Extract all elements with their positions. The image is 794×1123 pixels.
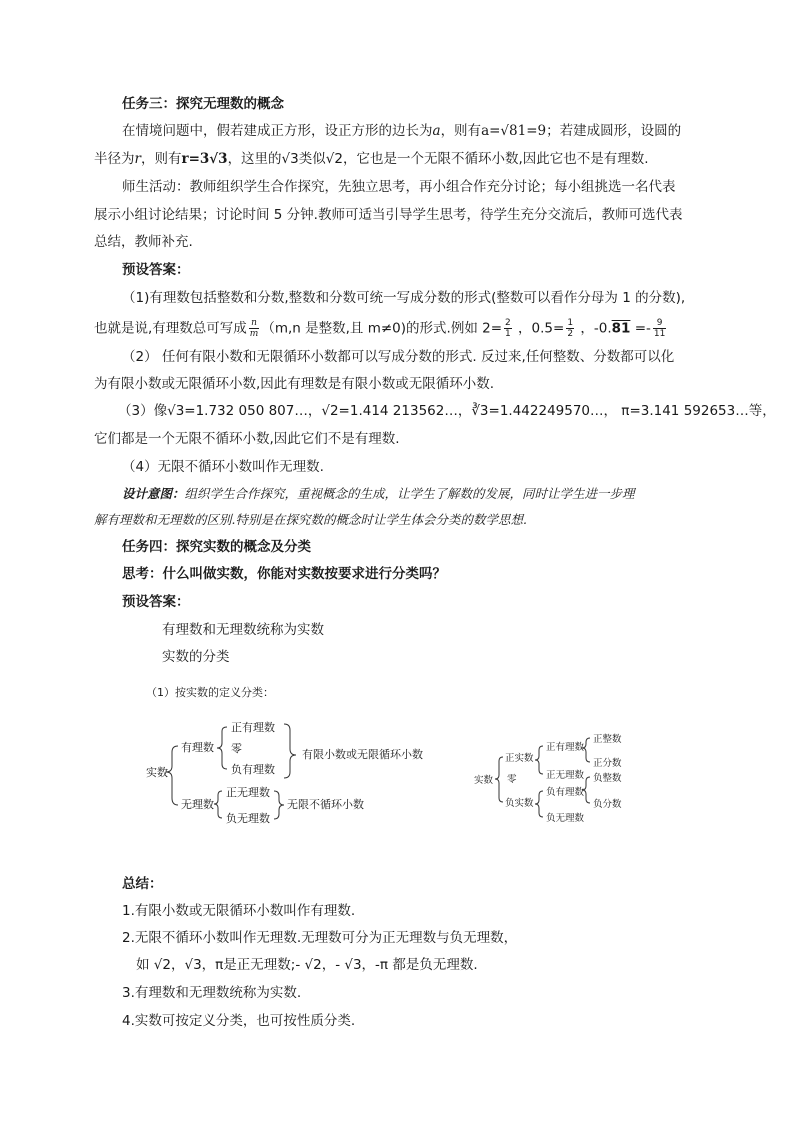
text-segment: ；若建成圆形，设圆的: [546, 123, 682, 139]
text-segment: ，这里的√3类似√2，它也是一个无限不循环小数,因此它也不是有理数.: [227, 151, 649, 167]
text-segment: ，则有: [140, 151, 182, 167]
answer3-line2: 它们都是一个无限不循环小数,因此它们不是有理数.: [94, 431, 400, 447]
task4-title: 任务四：探究实数的概念及分类: [122, 539, 311, 555]
summary-item-4: 4.实数可按定义分类，也可按性质分类.: [122, 1013, 356, 1029]
node-rational: 有理数: [181, 741, 214, 754]
brace-negative-rational: [582, 777, 590, 803]
repeating-digits: 81: [611, 320, 631, 337]
answer2-line1: （2） 任何有限小数和无限循环小数都可以写成分数的形式. 反过来,任何整数、分数都可以化: [122, 349, 675, 365]
numerator: 1: [567, 318, 574, 328]
node-positive-rational: 正有理数: [546, 742, 585, 753]
task3-title: 任务三：探究无理数的概念: [122, 96, 284, 112]
text-segment: ，-0.: [576, 320, 612, 337]
summary-heading: 总结：: [122, 876, 163, 892]
variable-a: a: [432, 123, 441, 139]
real-number-definition: 有理数和无理数统称为实数: [162, 622, 324, 638]
task4-answers-heading: 预设答案：: [122, 594, 190, 610]
brace-positive-real: [535, 746, 543, 774]
node-zero: 零: [507, 774, 517, 785]
text-segment: 在情境问题中，假若建成正方形，设正方形的边长为: [122, 123, 433, 139]
task3-activity-line3: 总结，教师补充.: [94, 234, 193, 250]
node-negative-irrational: 负无理数: [226, 812, 270, 825]
denominator: m: [249, 329, 259, 339]
numerator: 9: [653, 318, 666, 329]
node-negative-irrational: 负无理数: [546, 813, 585, 824]
node-negative-fraction: 负分数: [593, 799, 622, 810]
task4-think: 思考：什么叫做实数，你能对实数按要求进行分类吗？: [122, 566, 446, 582]
denominator: 1: [505, 329, 511, 339]
text-segment: 教师组织学生合作探究，先独立思考，再小组合作充分讨论；每小组挑选一名代表: [189, 179, 676, 195]
summary-item-2: 2.无限不循环小数叫作无理数.无理数可分为正无理数与负无理数，: [122, 930, 518, 946]
variable-r: r: [134, 151, 141, 167]
node-positive-fraction: 正分数: [593, 758, 622, 769]
activity-label: 师生活动：: [122, 179, 190, 195]
design-intent-label: 设计意图：: [122, 486, 185, 501]
equation-a: a=√81=9: [481, 123, 547, 139]
node-negative-real: 负实数: [505, 798, 534, 809]
equation-r: r=3√3: [181, 151, 228, 167]
node-positive-irrational: 正无理数: [226, 786, 270, 799]
answer2-line2: 为有限小数或无限循环小数,因此有理数是有限小数或无限循环小数.: [94, 376, 495, 392]
node-positive-irrational: 正无理数: [546, 770, 585, 781]
text-segment: =-: [630, 320, 651, 337]
text-segment: 半径为: [94, 151, 135, 167]
design-intent-line2: 解有理数和无理数的区别.特别是在探究数的概念时让学生体会分类的数学思想.: [94, 512, 527, 527]
node-negative-rational: 负有理数: [546, 787, 585, 798]
summary-item-2-example: 如 √2，√3，π是正无理数;- √2，- √3，-π 都是负无理数.: [136, 957, 478, 973]
node-positive-integer: 正整数: [593, 734, 622, 745]
node-real: 实数: [474, 775, 494, 786]
node-negative-integer: 负整数: [593, 773, 622, 784]
text-segment: ，0.5=: [513, 320, 565, 337]
text-segment: （m,n 是整数,且 m≠0)的形式.例如 2=: [261, 320, 503, 337]
numerator: n: [249, 318, 260, 329]
node-negative-rational: 负有理数: [231, 763, 275, 776]
text-segment: 组织学生合作探究，重视概念的生成，让学生了解数的发展，同时让学生进一步理: [184, 486, 635, 501]
node-zero: 零: [231, 742, 242, 755]
node-real: 实数: [146, 766, 168, 779]
text-segment: ，则有: [440, 123, 482, 139]
denominator: 11: [653, 329, 666, 339]
task3-activity-line2: 展示小组讨论结果；讨论时间 5 分钟.教师可适当引导学生思考，待学生充分交流后，教师可选代表: [94, 207, 683, 223]
summary-item-3: 3.有理数和无理数统称为实数.: [122, 985, 302, 1001]
answer4: （4）无限不循环小数叫作无理数.: [122, 459, 324, 475]
answer1-line1: （1)有理数包括整数和分数,整数和分数可统一写成分数的形式(整数可以看作分母为 1 的分数),: [122, 290, 686, 306]
node-positive-rational: 正有理数: [231, 721, 275, 734]
node-rational-description: 有限小数或无限循环小数: [302, 748, 423, 761]
node-positive-real: 正实数: [505, 753, 534, 764]
brace-negative-real: [535, 791, 543, 817]
numerator: 2: [505, 318, 511, 328]
text-segment: 也就是说,有理数总可写成: [94, 320, 247, 337]
node-irrational-description: 无限不循环小数: [287, 798, 364, 811]
summary-item-1: 1.有限小数或无限循环小数叫作有理数.: [122, 903, 356, 919]
node-irrational: 无理数: [181, 798, 214, 811]
answer3-line1: （3）像√3=1.732 050 807…，√2=1.414 213562…，∛3=1.442249570…， π=3.141 592653…等，: [118, 403, 776, 419]
classification-title: 实数的分类: [162, 649, 230, 665]
brace-positive-rational: [582, 738, 590, 762]
denominator: 2: [567, 329, 574, 339]
diagram1-caption: （1）按实数的定义分类：: [146, 686, 274, 699]
answers-heading: 预设答案：: [122, 262, 190, 278]
brace-real: [495, 757, 503, 802]
